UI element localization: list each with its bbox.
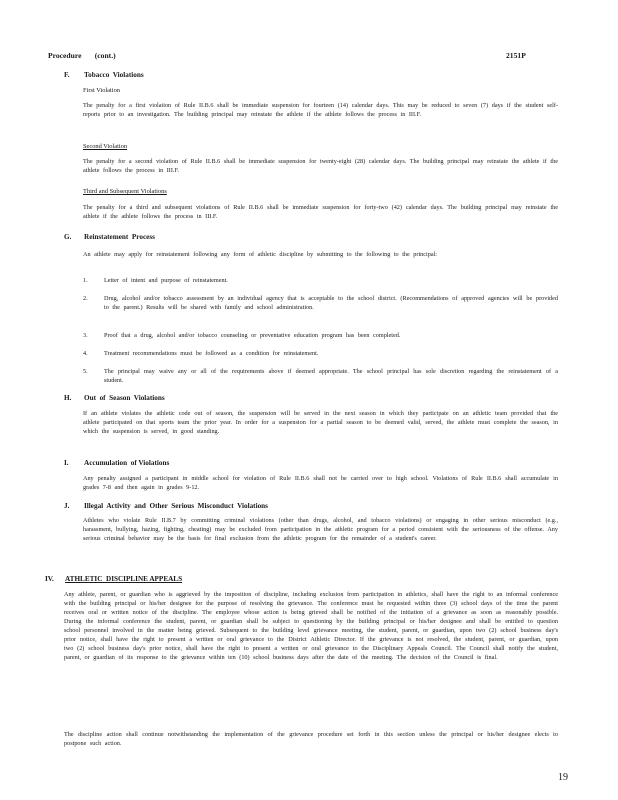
section-g-heading <box>64 233 155 241</box>
section-title: Illegal Activity and Other Serious Misconduct Violations <box>84 502 268 510</box>
first-violation-label: First Violation <box>83 87 120 94</box>
section-f-heading <box>64 71 144 79</box>
section-letter: H. <box>64 394 72 402</box>
section-letter: F. <box>64 71 70 79</box>
appeals-paragraph: Any athlete, parent, or guardian who is aggrieved by the imposition of discipline, including exclusion from participation in athletics, shall have the right to an informal conference with the building principal or his/her designee for the purpose of resolving the grievance. The conference must be requested within three (3) school days of the time the parent receives oral or written notice of the discipline. The employee whose action is being grieved shall be notified of the initiation of a grievance as soon as reasonably possible. During the informal conference the student, parent, or guardian shall be subject to questioning by the building principal or his/her designee and shall be entitled to question school personnel involved in the matter being grieved. Subsequent to the building level grievance meeting, the student, parent, or guardian, upon two (2) school business day's prior notice, shall have the right to present a written or oral grievance to the District Athletic Director. If the grievance is not resolved, the student, parent, or guardian, upon two (2) school business day's prior notice, shall have the right to present a written or oral grievance to the Disciplinary Appeals Council. The Council shall notify the student, parent, or guardian of its response to the grievance within ten (10) school business days after the date of the meeting. The decision of the Council is final. <box>64 591 558 661</box>
out-of-season-text: If an athlete violates the athletic code out of season, the suspension will be served in the next season in which they participate on an athletic team provided that the athlete participated on that sports team the prior year. In order for a suspension for a partial season to be deemed valid, served, the athlete must complete the season, in which the suspension is served, in good standing. <box>83 410 558 435</box>
third-violation-text: The penalty for a third and subsequent violations of Rule II.B.6 shall be immediate suspension for forty-two (42) calendar days. The building principal may reinstate the athlete if the athlete follows the process in III.F. <box>83 204 558 220</box>
second-violation-label: Second Violation <box>83 143 128 150</box>
document-page: Procedure (cont.) 2151P F. Tobacco Violations First Violation The penalty for a first violation of Rule II.B.6 shall be immediate suspension for fourteen (14) calendar days. This may be reduced to seven (7) days if the student self-reports prior to an investigation. The building principal may reinstate the athlete if the athlete follows the process in III.F. Second Violation The penalty for a second violation of Rule II.B.6 shall be immediate suspension for twenty-eight (28) calendar days. The building principal may reinstate the athlete if the athlete follows the process in III.F. Third and Subsequent Violations The penalty for a third and subsequent violations of Rule II.B.6 shall be immediate suspension for forty-two (42) calendar days. The building principal may reinstate the athlete if the athlete follows the process in III.F. G. Reinstatement Process An athlete may apply for reinstatement following any form of athletic discipline by submitting to the following to the principal: 1. Letter of intent and purpose of reinstatement. 2. Drug, alcohol and/or tobacco assessment by an individual agency that is acceptable to the school district. (Recommendations of approved agencies will be provided to the parent.) Results will be shared with family and school administration. 3. Proof that a drug, alcohol and/or tobacco counseling or preventative education program has been completed. 4. Treatment recommendations must be followed as a condition for reinstatement. 5. The principal may waive any or all of the requirements above if deemed appropriate. The school principal has sole discretion regarding the reinstatement of a student. H. Out of Season Violations If an athlete violates the athletic code out of season, the suspension will be served in the next season in which they participate on an athletic team provided that the athlete participated on that sports team the prior year. In order for a suspension for a partial season to be deemed valid, served, the athlete must complete the season, in which the suspension is served, in good standing. I. Accumulation of Violations Any penalty assigned a participant in middle school for violation of Rule II.B.6 shall not be carried over to high school. Violations of Rule II.B.6 shall accumulate in grades 7-8 and then again in grades 9-12. J. Illegal Activity and Other Serious Misconduct Violations Athletes who violate Rule II.B.7 by committing criminal violations (other than drugs, alcohol, and tobacco violations) or engaging in other serious misconduct (e.g., harassment, bullying, hazing, fighting, cheating) may be excluded from participation in the athletic program for a period consistent with the seriousness of the offense. Any serious criminal behavior may be the basis for final exclusion from the athletic program for the remainder of a student's career. IV. ATHLETIC DISCIPLINE APPEALS Any athlete, parent, or guardian who is aggrieved by the imposition of discipline, including exclusion from participation in athletics, shall have the right to an informal conference with the building principal or his/her designee for the purpose of resolving the grievance. The conference must be requested within three (3) school days of the time the parent receives oral or written notice of the discipline. The employee whose action is being grieved shall be notified of the initiation of a grievance as soon as reasonably possible. During the informal conference the student, parent, or guardian shall be subject to questioning by the building principal or his/her designee and shall be entitled to question school personnel involved in the matter being grieved. Subsequent to the building level grievance meeting, the student, parent, or guardian, upon two (2) school business day's prior notice, shall have the right to present a written or oral grievance to the District Athletic Director. If the grievance is not resolved, the student, parent, or guardian, upon two (2) school business day's prior notice, shall have the right to present a written or oral grievance to the Disciplinary Appeals Council. The Council shall notify the student, parent, or guardian of its response to the grievance within ten (10) school business days after the date of the meeting. The decision of the Council is final. The discipline action shall continue notwithstanding the implementation of the grievance procedure set forth in this section unless the principal or his/her designee elects to postpone such action. 19 <box>45 51 568 783</box>
section-title: Reinstatement Process <box>84 233 155 241</box>
misconduct-text: Athletes who violate Rule II.B.7 by committing criminal violations (other than drugs, alcohol, and tobacco violations) or engaging in other serious misconduct (e.g., harassment, bullying, hazing, fighting, cheating) may be excluded from participation in the athletic program for a period consistent with the seriousness of the offense. Any serious criminal behavior may be the basis for final exclusion from the athletic program for the remainder of a student's career. <box>83 517 558 542</box>
section-title: Accumulation of Violations <box>84 459 170 467</box>
section-j-heading <box>64 502 268 510</box>
section-title: Tobacco Violations <box>84 71 144 79</box>
section-letter: G. <box>64 233 72 241</box>
reinstatement-intro: An athlete may apply for reinstatement following any form of athletic discipline by submitting to the following to the principal: <box>83 251 438 258</box>
second-violation-text: The penalty for a second violation of Rule II.B.6 shall be immediate suspension for twenty-eight (28) calendar days. The building principal may reinstate the athlete if the athlete follows the process in III.F. <box>83 158 558 174</box>
running-header-left: Procedure (cont.) <box>48 51 116 60</box>
accumulation-text: Any penalty assigned a participant in middle school for violation of Rule II.B.6 shall not be carried over to high school. Violations of Rule II.B.6 shall accumulate in grades 7-8 and then again in grades 9-12. <box>83 475 558 491</box>
section-numeral: IV. <box>45 575 54 583</box>
third-violation-label: Third and Subsequent Violations <box>83 188 167 195</box>
section-title: Out of Season Violations <box>84 394 165 402</box>
section-letter: I. <box>64 459 69 467</box>
section-h-heading <box>64 394 165 402</box>
running-header-right: 2151P <box>506 51 526 60</box>
section-iv-heading <box>45 575 182 583</box>
first-violation-text: The penalty for a first violation of Rule II.B.6 shall be immediate suspension for fourteen (14) calendar days. This may be reduced to seven (7) days if the student self-reports prior to an investigation. The building principal may reinstate the athlete if the athlete follows the process in III.F. <box>83 102 558 118</box>
section-i-heading <box>64 459 169 467</box>
section-title: ATHLETIC DISCIPLINE APPEALS <box>65 575 183 583</box>
appeals-closing-paragraph: The discipline action shall continue notwithstanding the implementation of the grievance procedure set forth in this section unless the principal or his/her designee elects to postpone such action. <box>64 731 558 747</box>
page-number: 19 <box>558 772 568 783</box>
section-letter: J. <box>64 502 70 510</box>
